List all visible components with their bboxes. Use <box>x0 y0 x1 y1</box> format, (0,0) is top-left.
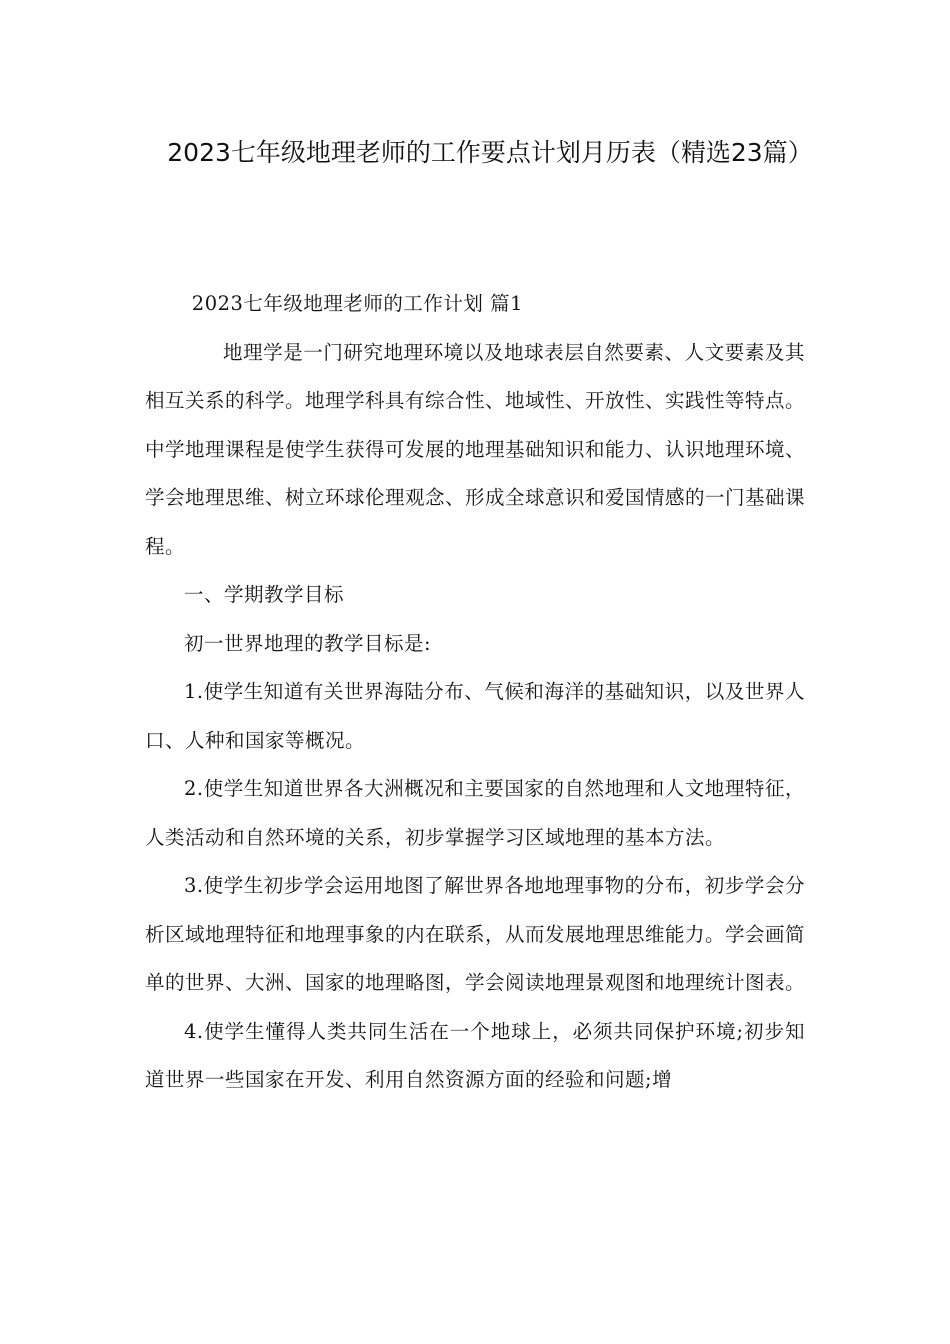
paragraph-objective-3: 3.使学生初步学会运用地图了解世界各地地理事物的分布，初步学会分析区域地理特征和地理事象的内在联系，从而发展地理思维能力。学会画简单的世界、大洲、国家的地理略图，学会阅读地理景观图和地理统计图表。 <box>145 874 806 994</box>
paragraph-objective-4: 4.使学生懂得人类共同生活在一个地球上，必须共同保护环境;初步知道世界一些国家在开发、利用自然资源方面的经验和问题;增 <box>145 1019 805 1091</box>
document-title: 2023七年级地理老师的工作要点计划月历表（精选23篇） <box>167 138 813 167</box>
paragraph-objectives-heading: 一、学期教学目标 <box>184 583 345 606</box>
section-heading: 2023七年级地理老师的工作计划 篇1 <box>191 292 524 315</box>
paragraph-objectives-lead: 初一世界地理的教学目标是: <box>184 631 432 655</box>
paragraph-intro: 地理学是一门研究地理环境以及地球表层自然要素、人文要素及其相互关系的科学。地理学科具有综合性、地域性、开放性、实践性等特点。中学地理课程是使学生获得可发展的地理基础知识和能力、认识地理环境、学会地理思维、树立环球伦理观念、形成全球意识和爱国情感的一门基础课程。 <box>145 340 806 558</box>
document-body <box>145 280 805 1105</box>
paragraph-objective-2: 2.使学生知道世界各大洲概况和主要国家的自然地理和人文地理特征，人类活动和自然环境的关系，初步掌握学习区域地理的基本方法。 <box>145 777 805 849</box>
paragraph-objective-1: 1.使学生知道有关世界海陆分布、气候和海洋的基础知识，以及世界人口、人种和国家等概况。 <box>145 680 805 752</box>
